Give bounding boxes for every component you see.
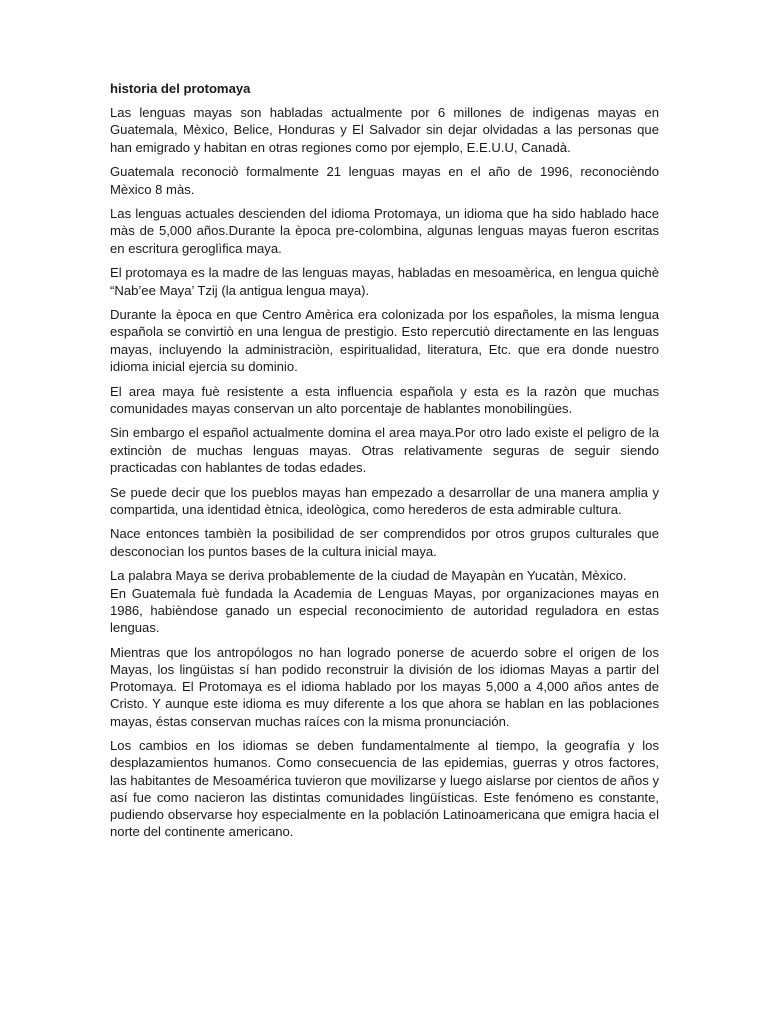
paragraph-language-changes: Los cambios en los idiomas se deben fundamentalmente al tiempo, la geografía y los desplazamientos humanos. Como consecuencia de las epidemias, guerras y otros factores, las habitantes de Mesoamérica tuvieron que movilizarse y luego aislarse por cientos de años y así fue como nacieron las distintas comunidades lingüísticas. Este fenómeno es constante, pudiendo observarse hoy especialmente en la población Latinoamericana que emigra hacia el norte del continente americano. [110, 738, 659, 840]
paragraph-8: Se puede decir que los pueblos mayas han empezado a desarrollar de una manera amplia y compartida, una identidad ètnica, ideològica, como herederos de esta admirable cultura. [110, 484, 659, 517]
paragraph-linguists: Mientras que los antropólogos no han logrado ponerse de acuerdo sobre el origen de los Mayas, los lingüistas sí han podido reconstruir la división de los idiomas Mayas a partir del Protomaya. El Protomaya es el idioma hablado por los mayas 5,000 a 4,000 años antes de Cristo. Y aunque este idioma es muy diferente a los que ahora se hablan en las poblaciones mayas, éstas conservan muchas raíces con la misma pronunciación. [110, 644, 659, 729]
paragraph-mayapan-line-1: La palabra Maya se deriva probablemente de la ciudad de Mayapàn en Yucatàn, Mèxico. [110, 568, 627, 584]
paragraph-mayapan-line-2: En Guatemala fuè fundada la Academia de Lenguas Mayas, por organizaciones mayas en 1986, habièndose ganado un especial reconocimiento de autoridad reguladora en estas lenguas. [110, 585, 659, 635]
paragraph-1: Las lenguas mayas son habladas actualmente por 6 millones de indìgenas mayas en Guatemala, Mèxico, Belice, Honduras y El Salvador sin dejar olvidadas a las personas que han emigrado y habitan en otras regiones como por ejemplo, E.E.U.U, Canadà. [110, 105, 659, 155]
document-title: historia del protomaya [110, 81, 251, 96]
paragraph-6: El area maya fuè resistente a esta influencia española y esta es la razòn que muchas comunidades mayas conservan un alto porcentaje de hablantes monobilingües. [110, 383, 659, 416]
document-page [110, 80, 659, 848]
paragraph-5: Durante la època en que Centro Amèrica era colonizada por los españoles, la misma lengua española se convirtiò en una lengua de prestigio. Esto repercutiò directamente en las lenguas mayas, incluyendo la administraciòn, espiritualidad, literatura, Etc. que era donde nuestro idioma inicial ejercia su dominio. [110, 307, 659, 374]
paragraph-mayapan [110, 567, 659, 636]
paragraph-2: Guatemala reconociò formalmente 21 lenguas mayas en el año de 1996, reconocièndo Mèxico 8 màs. [110, 164, 659, 197]
paragraph-9: Nace entonces tambièn la posibilidad de ser comprendidos por otros grupos culturales que desconocìan los puntos bases de la cultura inicial maya. [110, 526, 659, 559]
paragraph-4: El protomaya es la madre de las lenguas mayas, habladas en mesoamèrica, en lengua quichè “Nab’ee Maya’ Tzij (la antigua lengua maya). [110, 265, 659, 298]
paragraph-3: Las lenguas actuales descienden del idioma Protomaya, un idioma que ha sido hablado hace màs de 5,000 años.Durante la època pre-colombina, algunas lenguas mayas fueron escritas en escritura geroglìfica maya. [110, 206, 659, 256]
paragraph-7: Sin embargo el español actualmente domina el area maya.Por otro lado existe el peligro de la extinciòn de muchas lenguas mayas. Otras relativamente seguras de seguir siendo practicadas con hablantes de todas edades. [110, 425, 659, 475]
